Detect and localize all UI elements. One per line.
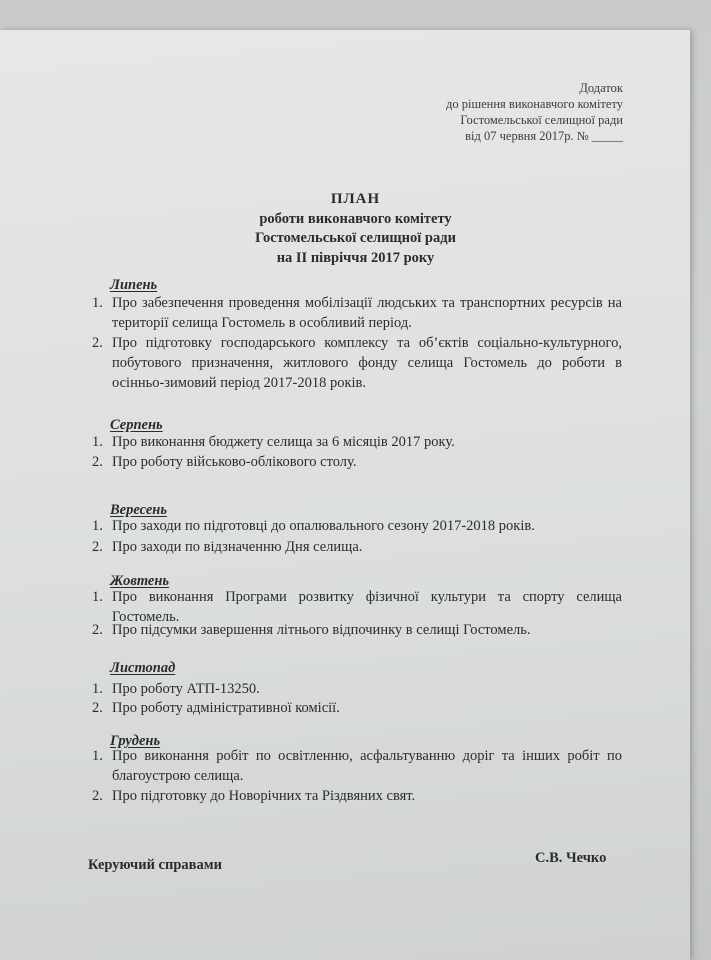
list-item xyxy=(92,516,622,536)
month-heading-august: Серпень xyxy=(110,417,163,433)
title-plan: ПЛАН xyxy=(330,191,381,207)
document-title xyxy=(0,190,711,268)
appendix-line: до рішення виконавчого комітету xyxy=(446,97,623,111)
list-item xyxy=(92,786,622,806)
list-item xyxy=(92,333,622,393)
item-number: 2. xyxy=(92,700,103,716)
item-number: 2. xyxy=(92,788,103,804)
item-text: Про заходи по підготовці до опалювального сезону 2017-2018 років. xyxy=(112,518,535,534)
item-number: 1. xyxy=(92,518,103,534)
month-heading-december: Грудень xyxy=(110,733,161,749)
item-text: Про підсумки завершення літнього відпочинку в селищі Гостомель. xyxy=(112,622,531,638)
item-number: 1. xyxy=(92,295,103,311)
item-text: Про виконання бюджету селища за 6 місяців 2017 року. xyxy=(112,434,455,450)
signatory-position: Керуючий справами xyxy=(88,857,222,873)
item-number: 1. xyxy=(92,681,103,697)
document-sheet xyxy=(0,30,690,960)
item-text: Про заходи по відзначенню Дня селища. xyxy=(112,539,363,555)
appendix-header xyxy=(446,80,623,144)
item-text: Про забезпечення проведення мобілізації людських та транспортних ресурсів на території селища Гостомель в особливий період. xyxy=(112,295,622,331)
month-heading-september: Вересень xyxy=(110,502,167,518)
list-item xyxy=(92,698,622,718)
item-number: 2. xyxy=(92,335,103,351)
list-item xyxy=(92,620,622,640)
list-item xyxy=(92,746,622,786)
signatory-name: С.В. Чечко xyxy=(535,850,607,866)
item-text: Про роботу військово-облікового столу. xyxy=(112,454,357,470)
list-item xyxy=(92,293,622,333)
list-item xyxy=(92,432,622,452)
appendix-line: Додаток xyxy=(579,81,623,95)
item-text: Про роботу АТП-13250. xyxy=(112,681,260,697)
item-number: 2. xyxy=(92,539,103,555)
month-heading-november: Листопад xyxy=(110,660,176,676)
month-heading-october: Жовтень xyxy=(110,573,170,589)
item-number: 1. xyxy=(92,748,103,764)
item-number: 1. xyxy=(92,434,103,450)
item-text: Про роботу адміністративної комісії. xyxy=(112,700,340,716)
item-number: 2. xyxy=(92,622,103,638)
item-number: 1. xyxy=(92,589,103,605)
list-item xyxy=(92,679,622,699)
list-item xyxy=(92,537,622,557)
appendix-line: від 07 червня 2017р. № _____ xyxy=(465,129,623,143)
item-text: Про підготовку господарського комплексу та об’єктів соціально-культурного, побутового призначення, житлового фонду селища Гостомель до роботи в осінньо-зимовий період 2017-2018 років. xyxy=(112,335,622,391)
item-text: Про підготовку до Новорічних та Різдвяних свят. xyxy=(112,788,416,804)
item-text: Про виконання робіт по освітленню, асфальтуванню доріг та інших робіт по благоустрою селища. xyxy=(112,748,622,784)
month-heading-july: Липень xyxy=(110,277,158,293)
list-item xyxy=(92,452,622,472)
item-text: Про виконання Програми розвитку фізичної культури та спорту селища Гостомель. xyxy=(112,589,622,625)
appendix-line: Гостомельської селищної ради xyxy=(460,113,623,127)
item-number: 2. xyxy=(92,454,103,470)
title-line: Гостомельської селищної ради xyxy=(255,230,456,246)
title-line: роботи виконавчого комітету xyxy=(259,210,452,227)
title-line: на ІІ півріччя 2017 року xyxy=(276,249,435,266)
